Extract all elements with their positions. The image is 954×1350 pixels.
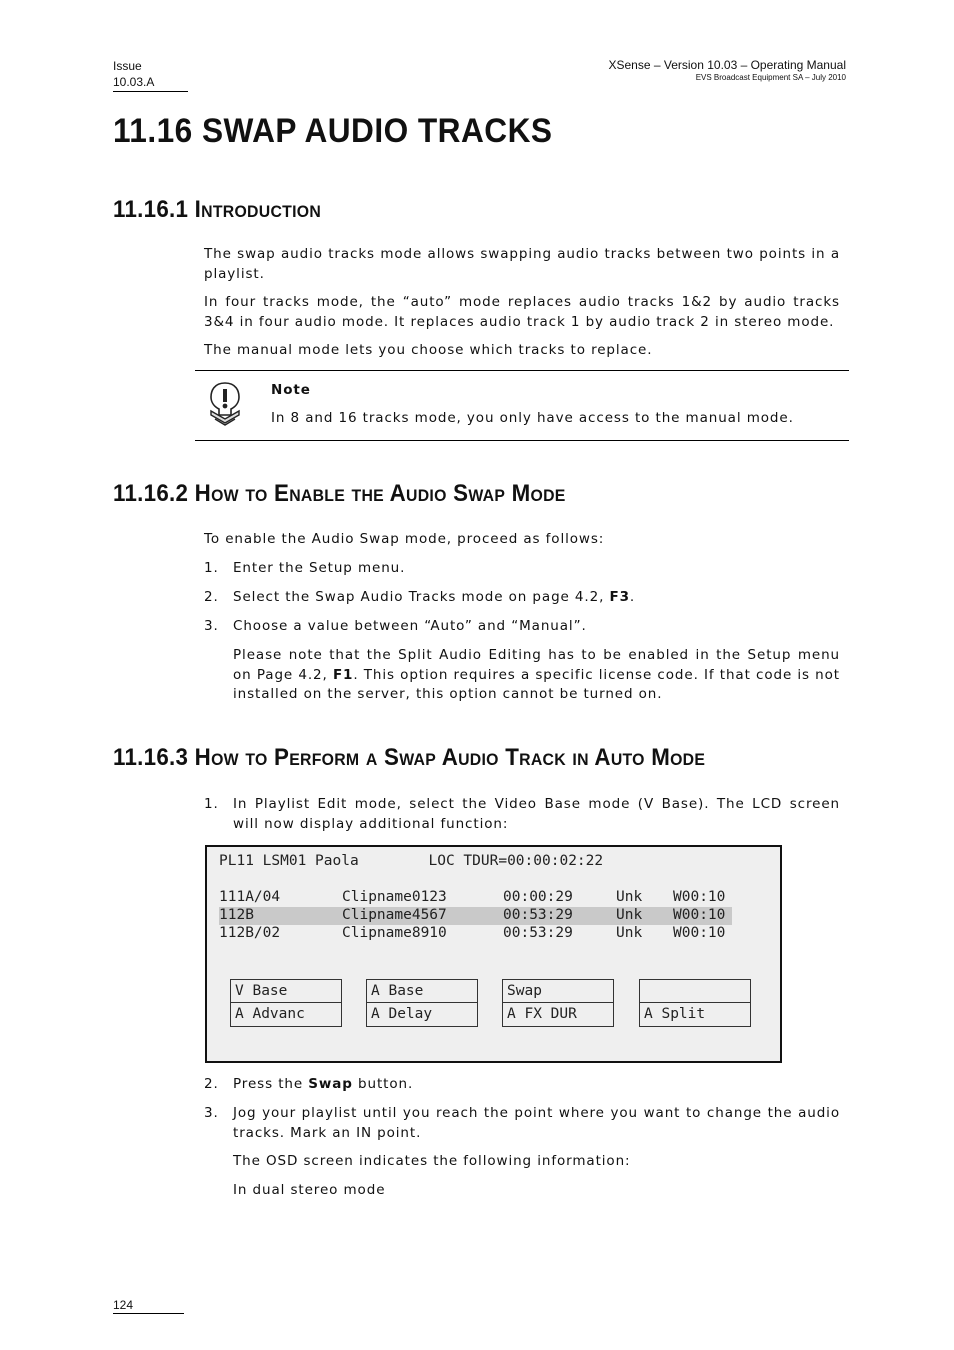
step-number: 2. <box>204 1076 219 1092</box>
issue-block <box>113 58 188 92</box>
lcd-row-clip: Clipname4567 <box>342 907 447 923</box>
lcd-row-clip: Clipname8910 <box>342 925 447 941</box>
step-text: Jog your playlist until you reach the point where you want to change the audio tracks. Mark an IN point. <box>233 1105 840 1141</box>
step-number: 1. <box>204 796 219 812</box>
fkey-bottom-label: A Delay <box>371 1006 433 1022</box>
lcd-row-id: 112B <box>219 907 254 923</box>
step-number: 1. <box>204 560 219 576</box>
section-heading-introduction: 11.16.1 Introduction <box>113 196 322 223</box>
lcd-selected-row-highlight <box>219 907 732 925</box>
step-text: In Playlist Edit mode, select the Video Base mode (V Base). The LCD screen will now display additional function: <box>233 796 840 832</box>
section-heading-perform-swap: 11.16.3 How to Perform a Swap Audio Track in Auto Mode <box>113 744 706 771</box>
page-title: 11.16 SWAP AUDIO TRACKS <box>113 112 553 150</box>
fkey-bottom-label: A FX DUR <box>507 1006 577 1022</box>
lcd-row-clip: Clipname0123 <box>342 889 447 905</box>
step-number: 3. <box>204 1105 219 1121</box>
lcd-screen <box>205 845 782 1063</box>
manual-header <box>609 57 847 83</box>
fkey-bottom-label: A Split <box>644 1006 706 1022</box>
step-text: Press the Swap button. <box>233 1076 414 1092</box>
lcd-row-status: Unk <box>616 925 643 941</box>
step-text: Enter the Setup menu. <box>233 560 406 576</box>
intro-paragraph-1: The swap audio tracks mode allows swapping audio tracks between two points in a playlist. <box>204 246 840 282</box>
swap-button-label: Swap <box>308 1076 353 1092</box>
key-f3: F3 <box>609 589 630 605</box>
section-heading-enable-swap: 11.16.2 How to Enable the Audio Swap Mode <box>113 480 566 507</box>
intro-paragraph-2: In four tracks mode, the “auto” mode replaces audio tracks 1&2 by audio tracks 3&4 in four audio mode. It replaces audio track 1 by audio track 2 in stereo mode. <box>204 294 840 330</box>
step-text: Select the Swap Audio Tracks mode on page 4.2, F3. <box>233 589 636 605</box>
fkey-top-label <box>640 980 750 1003</box>
warning-note-icon <box>205 381 245 427</box>
note-text: In 8 and 16 tracks mode, you only have access to the manual mode. <box>271 410 794 426</box>
fkey-top-label: V Base <box>231 980 341 1003</box>
publisher-line: EVS Broadcast Equipment SA – July 2010 <box>695 73 846 82</box>
intro-paragraph-3: The manual mode lets you choose which tracks to replace. <box>204 342 653 358</box>
lcd-function-key-split <box>639 979 751 1027</box>
lcd-row-status: Unk <box>616 907 643 923</box>
lcd-row-id: 112B/02 <box>219 925 281 941</box>
issue-label: Issue <box>113 59 142 73</box>
lcd-function-key-a-base <box>366 979 478 1027</box>
step-number: 3. <box>204 618 219 634</box>
page-number: 124 <box>113 1297 184 1314</box>
issue-number: 10.03.A <box>113 74 188 92</box>
fkey-top-label: A Base <box>367 980 477 1003</box>
lcd-function-key-v-base <box>230 979 342 1027</box>
lcd-row-w: W00:10 <box>673 889 726 905</box>
split-audio-note: Please note that the Split Audio Editing has to be enabled in the Setup menu on Page 4.2, F1. This option requires a specific license code. If that code is not installed on the server, this option cannot be turned on. <box>233 647 840 702</box>
lcd-row-tc: 00:53:29 <box>503 907 573 923</box>
lcd-row-tc: 00:00:29 <box>503 889 573 905</box>
step-number: 2. <box>204 589 219 605</box>
lcd-function-key-swap <box>502 979 614 1027</box>
dual-stereo-label: In dual stereo mode <box>233 1182 386 1198</box>
enable-intro: To enable the Audio Swap mode, proceed as follows: <box>204 531 605 547</box>
osd-intro: The OSD screen indicates the following information: <box>233 1153 631 1169</box>
lcd-row-tc: 00:53:29 <box>503 925 573 941</box>
note-box <box>195 370 849 441</box>
manual-title: XSense – Version 10.03 – Operating Manual <box>608 58 846 72</box>
note-title: Note <box>271 382 311 398</box>
lcd-header-line: PL11 LSM01 Paola LOC TDUR=00:00:02:22 <box>219 853 604 869</box>
lcd-row-w: W00:10 <box>673 907 726 923</box>
fkey-top-label: Swap <box>503 980 613 1003</box>
lcd-row-w: W00:10 <box>673 925 726 941</box>
lcd-row-id: 111A/04 <box>219 889 281 905</box>
fkey-bottom-label: A Advanc <box>235 1006 305 1022</box>
key-f1: F1 <box>332 666 354 683</box>
step-text: Choose a value between “Auto” and “Manual”. <box>233 618 587 634</box>
lcd-row-status: Unk <box>616 889 643 905</box>
